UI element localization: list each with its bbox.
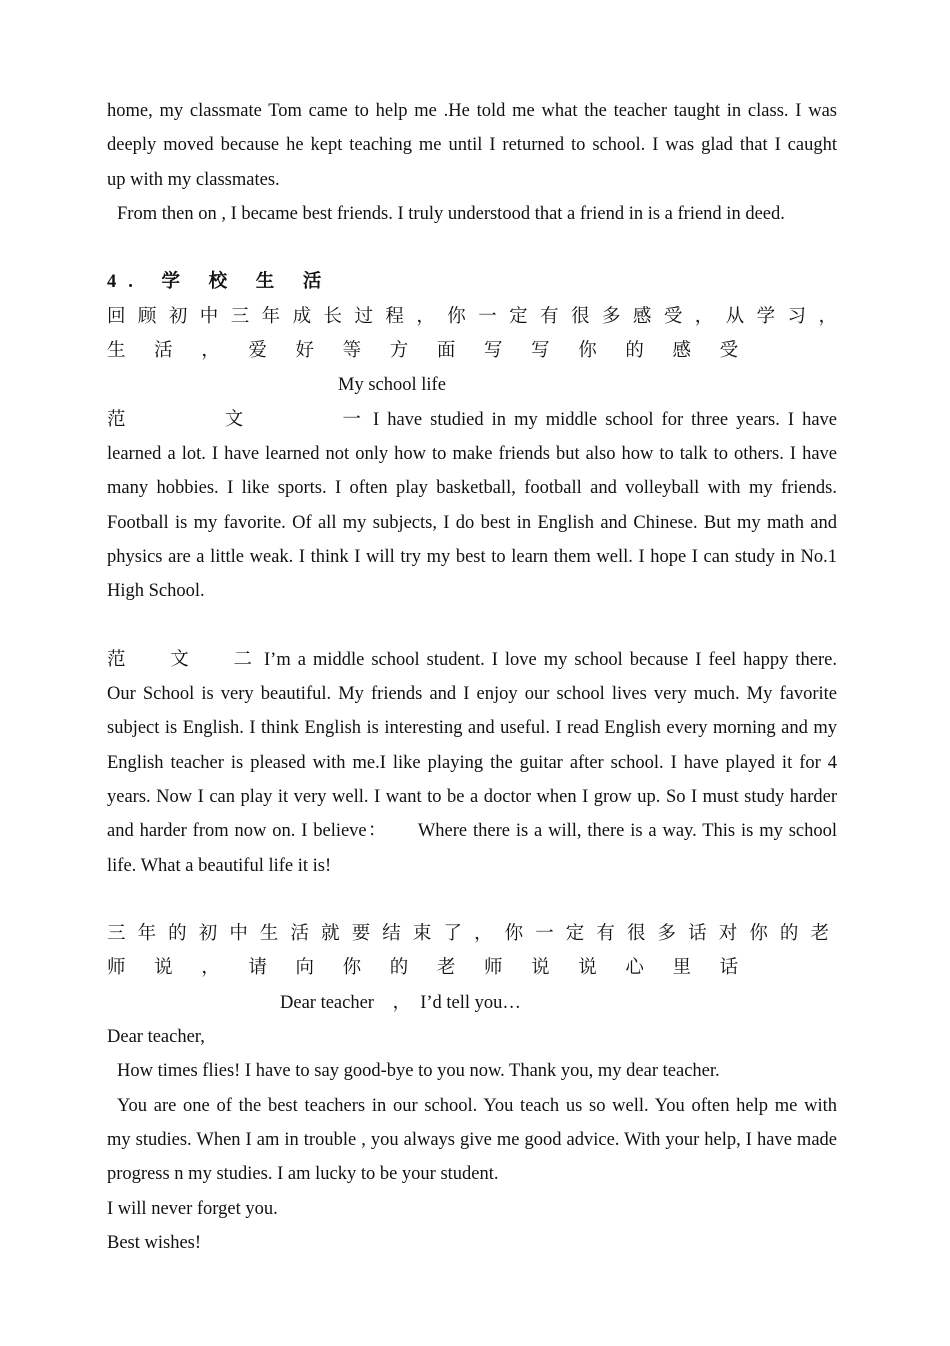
- sample-2-label: 范 文 二: [107, 649, 264, 670]
- sample-1-first-line: [107, 403, 837, 437]
- letter-salutation: Dear teacher,: [107, 1027, 205, 1048]
- sample-1-opening: I have studied in my middle school for three years. I have: [373, 409, 837, 430]
- sample-2-first-line: [107, 643, 837, 677]
- essay-title: My school life: [338, 375, 446, 396]
- sample-2-body: Our School is very beautiful. My friends and I enjoy our school lives very much. My favorite subject is English. I think English is interesting and useful. I read English every morning and my English teacher is pleased with me.I like playing the guitar after school. I have played it for 4 years. Now I can play it very well. I want to be a doctor when I grow up. So I must study harder and harder from now on. I believe： Where there is a will, there is a way. This is my school life. What a beautiful life it is!: [107, 684, 837, 876]
- sample-1-body: learned a lot. I have learned not only how to make friends but also how to talk to others. I have many hobbies. I like sports. I often play basketball, football and volleyball with my friends. Football is my favorite. Of all my subjects, I do best in English and Chinese. But my math and physics are a little weak. I think I will try my best to learn them well. I hope I can study in No.1 High School.: [107, 443, 837, 602]
- document-page: [107, 94, 837, 1260]
- section-heading-school-life: 4. 学 校 生 活: [107, 272, 334, 293]
- spacer: [107, 231, 837, 265]
- spacer: [107, 608, 837, 642]
- sample-2-opening: I’m a middle school student. I love my school because I feel happy there.: [264, 649, 837, 670]
- prompt-teacher-line-2: 师 说 ， 请 向 你 的 老 师 说 说 心 里 话: [107, 958, 751, 979]
- prev-essay-line-3: up with my classmates.: [107, 169, 280, 190]
- prompt-teacher-line-1: 三 年 的 初 中 生 活 就 要 结 束 了 ， 你 一 定 有 很 多 话 对 你 的 老: [107, 924, 829, 945]
- prev-essay-line-2: deeply moved because he kept teaching me until I returned to school. I was glad that I caught: [107, 135, 837, 156]
- letter-never-forget: I will never forget you.: [107, 1198, 278, 1219]
- prompt-line-2: 生 活 ， 爱 好 等 方 面 写 写 你 的 感 受: [107, 341, 751, 362]
- prompt-line-1: 回 顾 初 中 三 年 成 长 过 程 ， 你 一 定 有 很 多 感 受 ， 从 学 习 ，: [107, 306, 837, 327]
- letter-paragraph-2-first-line: You are one of the best teachers in our school. You teach us so well. You often help me with: [117, 1095, 837, 1116]
- prev-essay-conclusion: From then on , I became best friends. I truly understood that a friend in is a friend in deed.: [117, 203, 785, 224]
- letter-closing: Best wishes!: [107, 1232, 202, 1253]
- letter-paragraph-2-body: my studies. When I am in trouble , you always give me good advice. With your help, I have made progress n my studies. I am lucky to be your student.: [107, 1129, 837, 1185]
- sample-1-label: 范 文 一: [107, 409, 373, 430]
- prev-essay-line-1: home, my classmate Tom came to help me .He told me what the teacher taught in class. I was: [107, 101, 837, 121]
- letter-title: Dear teacher ， I’d tell you…: [280, 992, 521, 1013]
- spacer: [107, 883, 837, 917]
- letter-paragraph-1: How times flies! I have to say good-bye to you now. Thank you, my dear teacher.: [117, 1061, 720, 1082]
